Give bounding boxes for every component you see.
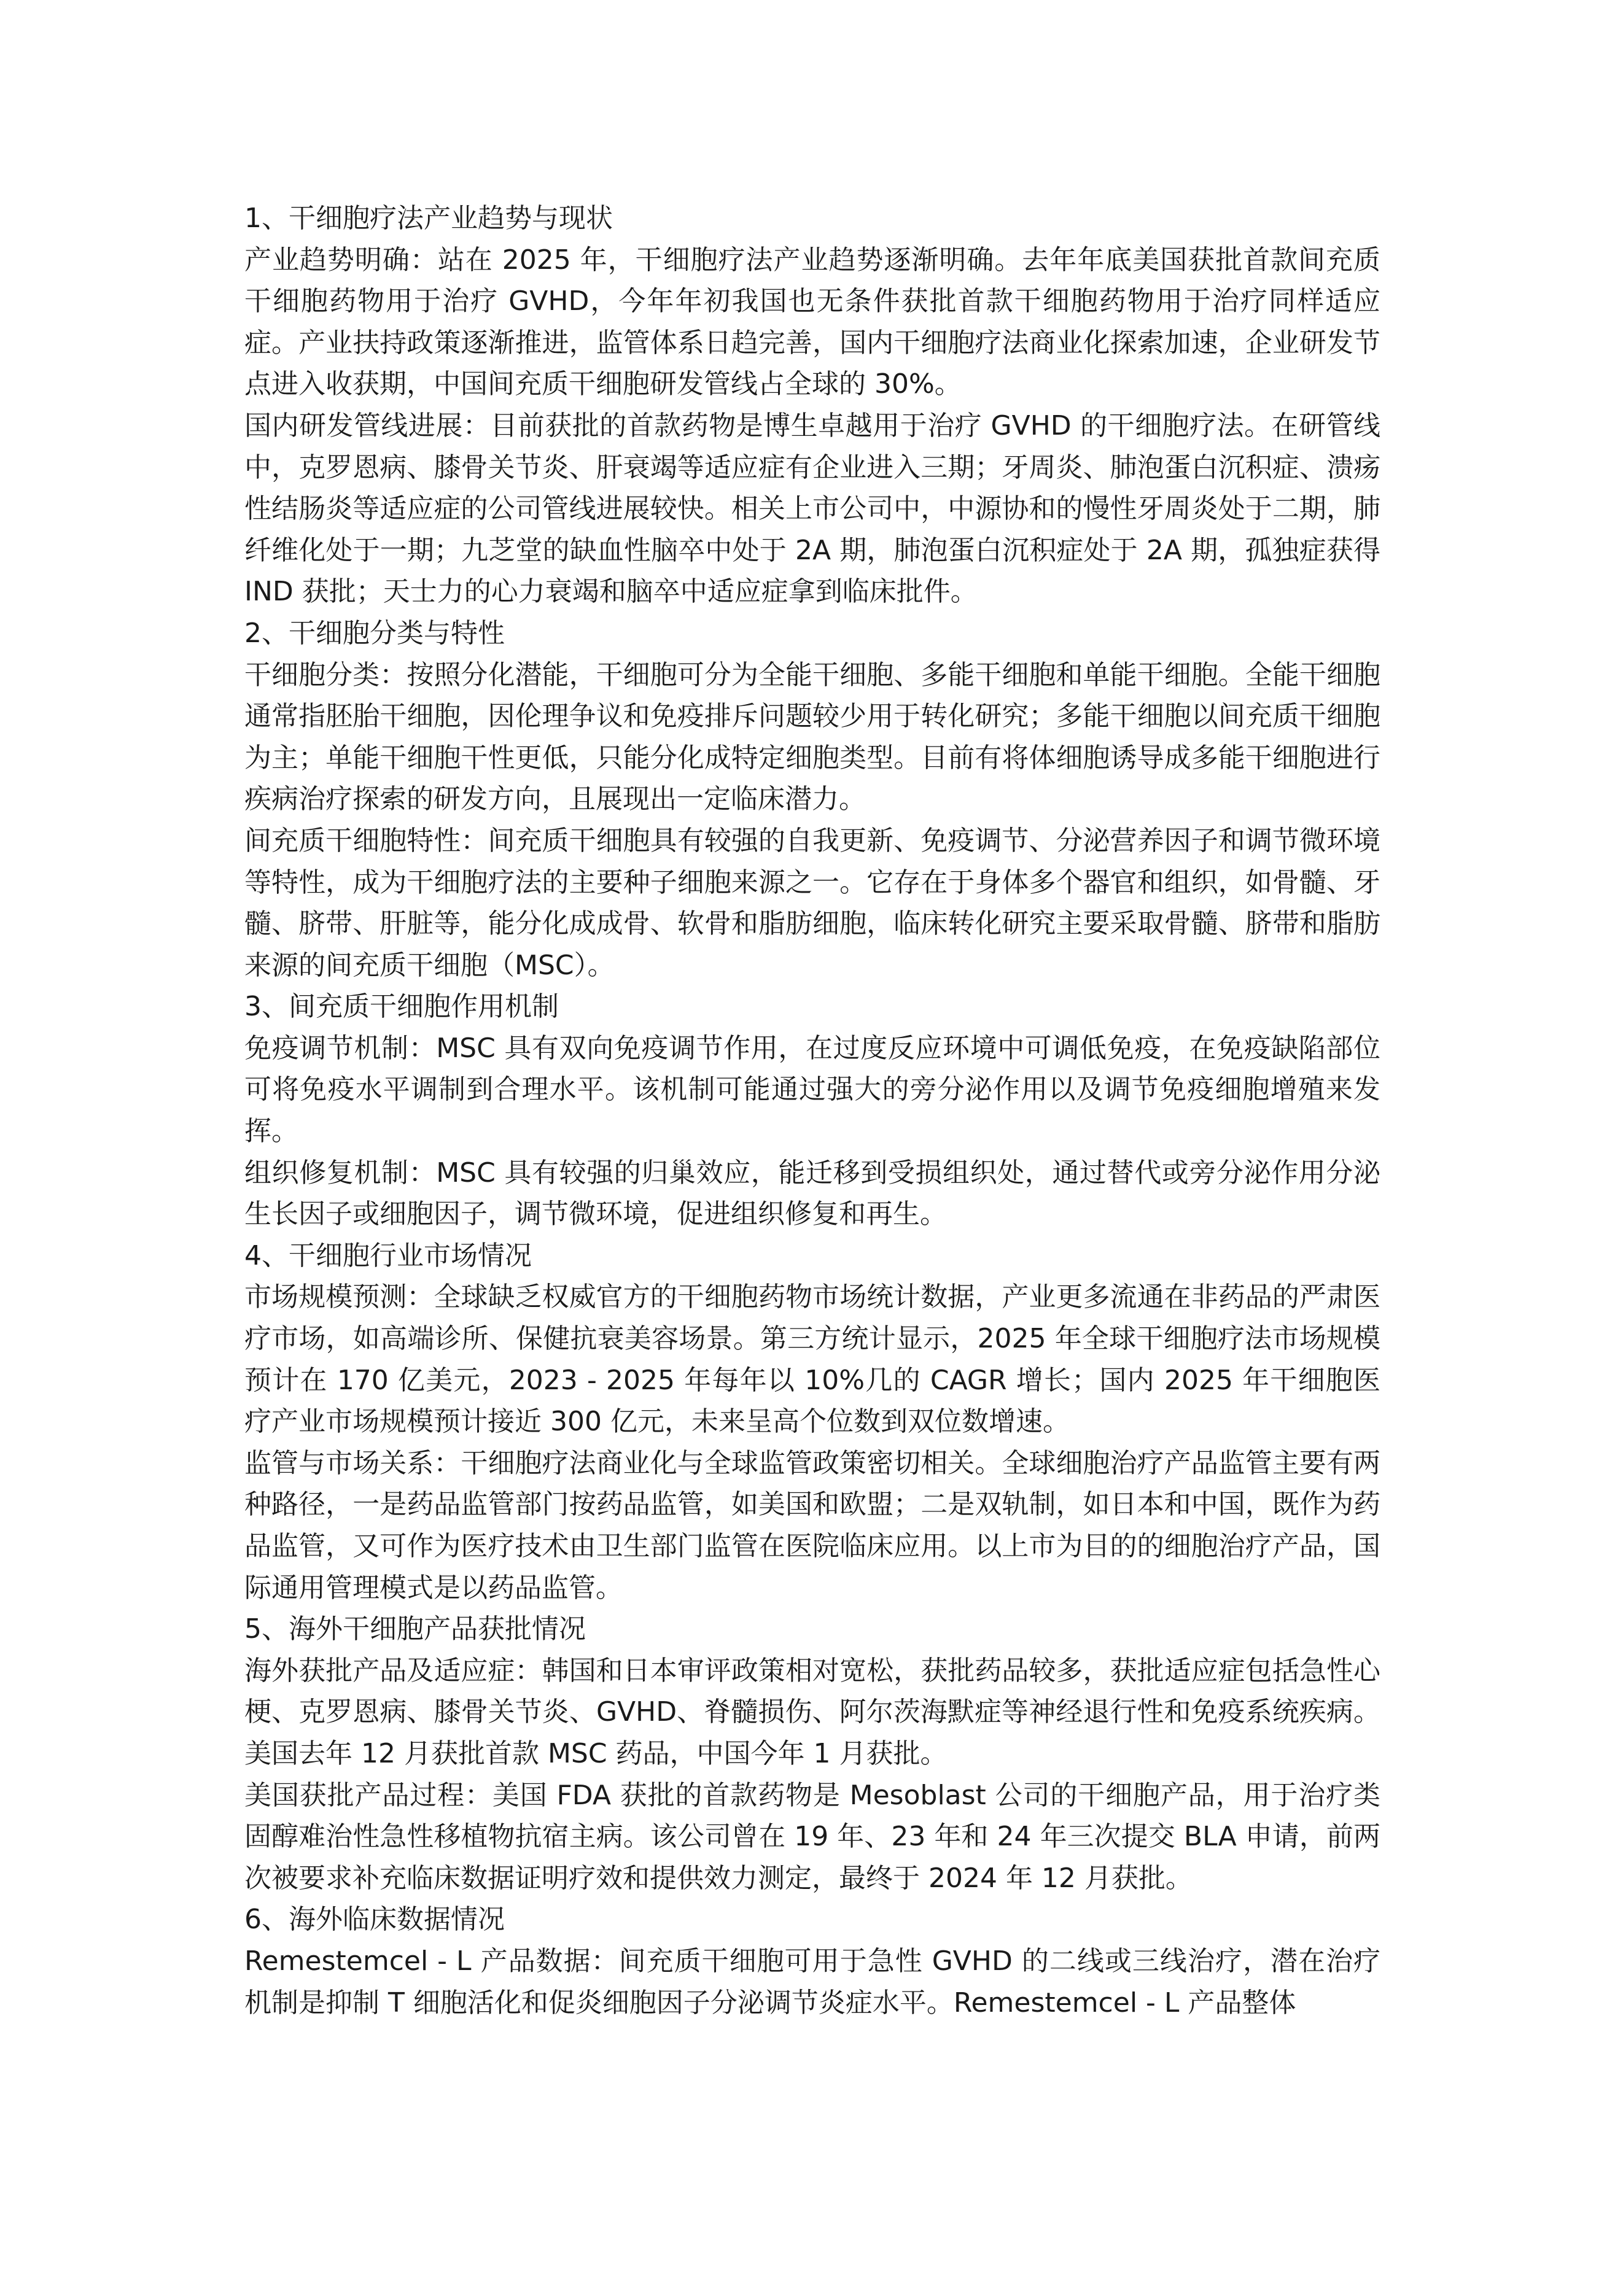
paragraph: 产业趋势明确：站在 2025 年，干细胞疗法产业趋势逐渐明确。去年年底美国获批首款间充质干细胞药物用于治疗 GVHD，今年年初我国也无条件获批首款干细胞药物用于治疗同样适应症。产业扶持政策逐渐推进，监管体系日趋完善，国内干细胞疗法商业化探索加速，企业研发节点进入收获期，中国间充质干细胞研发管线占全球的 30%。 [244, 244, 1380, 400]
paragraph: 美国获批产品过程：美国 FDA 获批的首款药物是 Mesoblast 公司的干细胞产品，用于治疗类固醇难治性急性移植物抗宿主病。该公司曾在 19 年、23 年和 24 年三次提交 BLA 申请，前两次被要求补充临床数据证明疗效和提供效力测定，最终于 2024 年 12 月获批。 [244, 1779, 1380, 1894]
paragraph: Remestemcel - L 产品数据：间充质干细胞可用于急性 GVHD 的二线或三线治疗，潜在治疗机制是抑制 T 细胞活化和促炎细胞因子分泌调节炎症水平。Remestemcel - L 产品整体 [244, 1945, 1380, 2019]
document-body [244, 198, 1380, 2023]
paragraph: 市场规模预测：全球缺乏权威官方的干细胞药物市场统计数据，产业更多流通在非药品的严肃医疗市场，如高端诊所、保健抗衰美容场景。第三方统计显示，2025 年全球干细胞疗法市场规模预计在 170 亿美元，2023 - 2025 年每年以 10%几的 CAGR 增长；国内 2025 年干细胞医疗产业市场规模预计接近 300 亿元，未来呈高个位数到双位数增速。 [244, 1281, 1380, 1438]
section-heading: 4、干细胞行业市场情况 [244, 1239, 532, 1271]
section-heading: 3、间充质干细胞作用机制 [244, 991, 559, 1023]
section-heading: 1、干细胞疗法产业趋势与现状 [244, 203, 613, 234]
paragraph: 干细胞分类：按照分化潜能，干细胞可分为全能干细胞、多能干细胞和单能干细胞。全能干细胞通常指胚胎干细胞，因伦理争议和免疫排斥问题较少用于转化研究；多能干细胞以间充质干细胞为主；单能干细胞干性更低，只能分化成特定细胞类型。目前有将体细胞诱导成多能干细胞进行疾病治疗探索的研发方向，且展现出一定临床潜力。 [244, 659, 1380, 815]
section-heading: 2、干细胞分类与特性 [244, 617, 505, 649]
section-heading: 6、海外临床数据情况 [244, 1904, 505, 1936]
paragraph: 免疫调节机制：MSC 具有双向免疫调节作用，在过度反应环境中可调低免疫，在免疫缺陷部位可将免疫水平调制到合理水平。该机制可能通过强大的旁分泌作用以及调节免疫细胞增殖来发挥。 [244, 1032, 1380, 1147]
section-heading: 5、海外干细胞产品获批情况 [244, 1613, 586, 1645]
paragraph: 国内研发管线进展：目前获批的首款药物是博生卓越用于治疗 GVHD 的干细胞疗法。在研管线中，克罗恩病、膝骨关节炎、肝衰竭等适应症有企业进入三期；牙周炎、肺泡蛋白沉积症、溃疡性结肠炎等适应症的公司管线进展较快。相关上市公司中，中源协和的慢性牙周炎处于二期，肺纤维化处于一期；九芝堂的缺血性脑卒中处于 2A 期，肺泡蛋白沉积症处于 2A 期，孤独症获得 IND 获批；天士力的心力衰竭和脑卒中适应症拿到临床批件。 [244, 409, 1380, 608]
paragraph: 组织修复机制：MSC 具有较强的归巢效应，能迁移到受损组织处，通过替代或旁分泌作用分泌生长因子或细胞因子，调节微环境，促进组织修复和再生。 [244, 1157, 1380, 1230]
paragraph: 间充质干细胞特性：间充质干细胞具有较强的自我更新、免疫调节、分泌营养因子和调节微环境等特性，成为干细胞疗法的主要种子细胞来源之一。它存在于身体多个器官和组织，如骨髓、牙髓、脐带、肝脏等，能分化成成骨、软骨和脂肪细胞，临床转化研究主要采取骨髓、脐带和脂肪来源的间充质干细胞（MSC）。 [244, 824, 1380, 981]
paragraph: 海外获批产品及适应症：韩国和日本审评政策相对宽松，获批药品较多，获批适应症包括急性心梗、克罗恩病、膝骨关节炎、GVHD、脊髓损伤、阿尔茨海默症等神经退行性和免疫系统疾病。美国去年 12 月获批首款 MSC 药品，中国今年 1 月获批。 [244, 1654, 1380, 1769]
paragraph: 监管与市场关系：干细胞疗法商业化与全球监管政策密切相关。全球细胞治疗产品监管主要有两种路径，一是药品监管部门按药品监管，如美国和欧盟；二是双轨制，如日本和中国，既作为药品监管，又可作为医疗技术由卫生部门监管在医院临床应用。以上市为目的的细胞治疗产品，国际通用管理模式是以药品监管。 [244, 1447, 1380, 1604]
